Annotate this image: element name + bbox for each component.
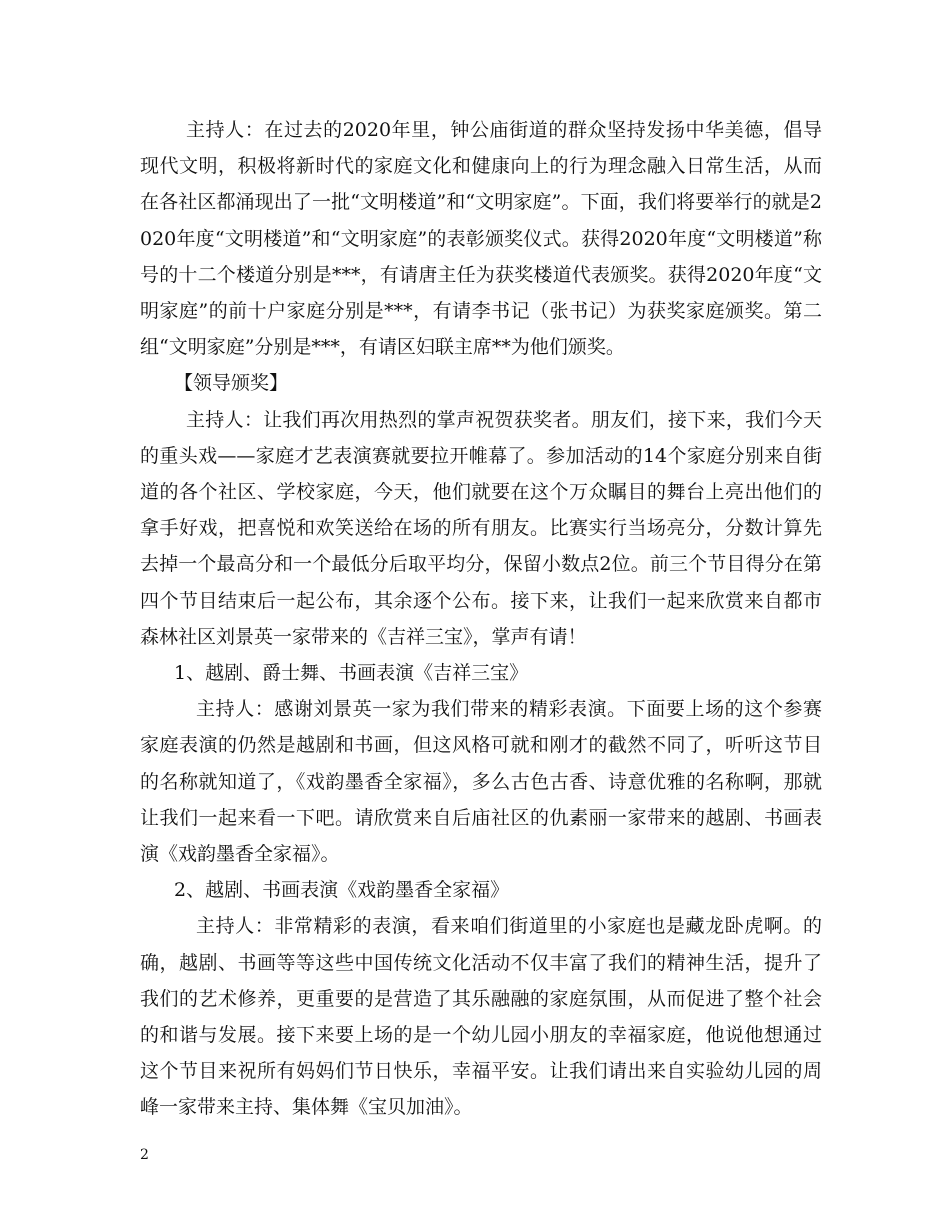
program-item-2: 2、越剧、书画表演《戏韵墨香全家福》 (174, 879, 510, 902)
paragraph-host-opening: 主持人：在过去的2020年里，钟公庙街道的群众坚持发扬中华美德，倡导现代文明，积极将新时代的家庭文化和健康向上的行为理念融入日常生活，从而在各社区都涌现出了一批“文明楼道”和“文明家庭”。下面，我们将要举行的就是2020年度“文明楼道”和“文明家庭”的表彰颁奖仪式。获得2020年度“文明楼道”称号的十二个楼道分别是***，有请唐主任为获奖楼道代表颁奖。获得2020年度“文明家庭”的前十户家庭分别是***，有请李书记（张书记）为获奖家庭颁奖。第二组“文明家庭”分别是***，有请区妇联主席**为他们颁奖。 (140, 119, 822, 359)
paragraph-host-second-act: 主持人：感谢刘景英一家为我们带来的精彩表演。下面要上场的这个参赛家庭表演的仍然是越剧和书画，但这风格可就和刚才的截然不同了，听听这节目的名称就知道了，《戏韵墨香全家福》，多么古色古香、诗意优雅的名称啊，那就让我们一起来看一下吧。请欣赏来自后庙社区的仇素丽一家带来的越剧、书画表演《戏韵墨香全家福》。 (140, 698, 822, 866)
document-body (140, 112, 822, 1126)
paragraph-host-third-act: 主持人：非常精彩的表演，看来咱们街道里的小家庭也是藏龙卧虎啊。的确，越剧、书画等等这些中国传统文化活动不仅丰富了我们的精神生活，提升了我们的艺术修养，更重要的是营造了其乐融融的家庭氛围，从而促进了整个社会的和谐与发展。接下来要上场的是一个幼儿园小朋友的幸福家庭，他说他想通过这个节目来祝所有妈妈们节日快乐，幸福平安。让我们请出来自实验幼儿园的周峰一家带来主持、集体舞《宝贝加油》。 (140, 915, 822, 1119)
paragraph-leader-award: 【领导颁奖】 (174, 372, 289, 395)
program-item-1: 1、越剧、爵士舞、书画表演《吉祥三宝》 (174, 662, 529, 685)
paragraph-host-talent-show: 主持人：让我们再次用热烈的掌声祝贺获奖者。朋友们，接下来，我们今天的重头戏——家庭才艺表演赛就要拉开帷幕了。参加活动的14个家庭分别来自街道的各个社区、学校家庭，今天，他们就要在这个万众瞩目的舞台上亮出他们的拿手好戏，把喜悦和欢笑送给在场的所有朋友。比赛实行当场亮分，分数计算先去掉一个最高分和一个最低分后取平均分，保留小数点2位。前三个节目得分在第四个节目结束后一起公布，其余逐个公布。接下来，让我们一起来欣赏来自都市森林社区刘景英一家带来的《吉祥三宝》，掌声有请！ (140, 408, 822, 648)
page-number: 2 (140, 1147, 149, 1163)
